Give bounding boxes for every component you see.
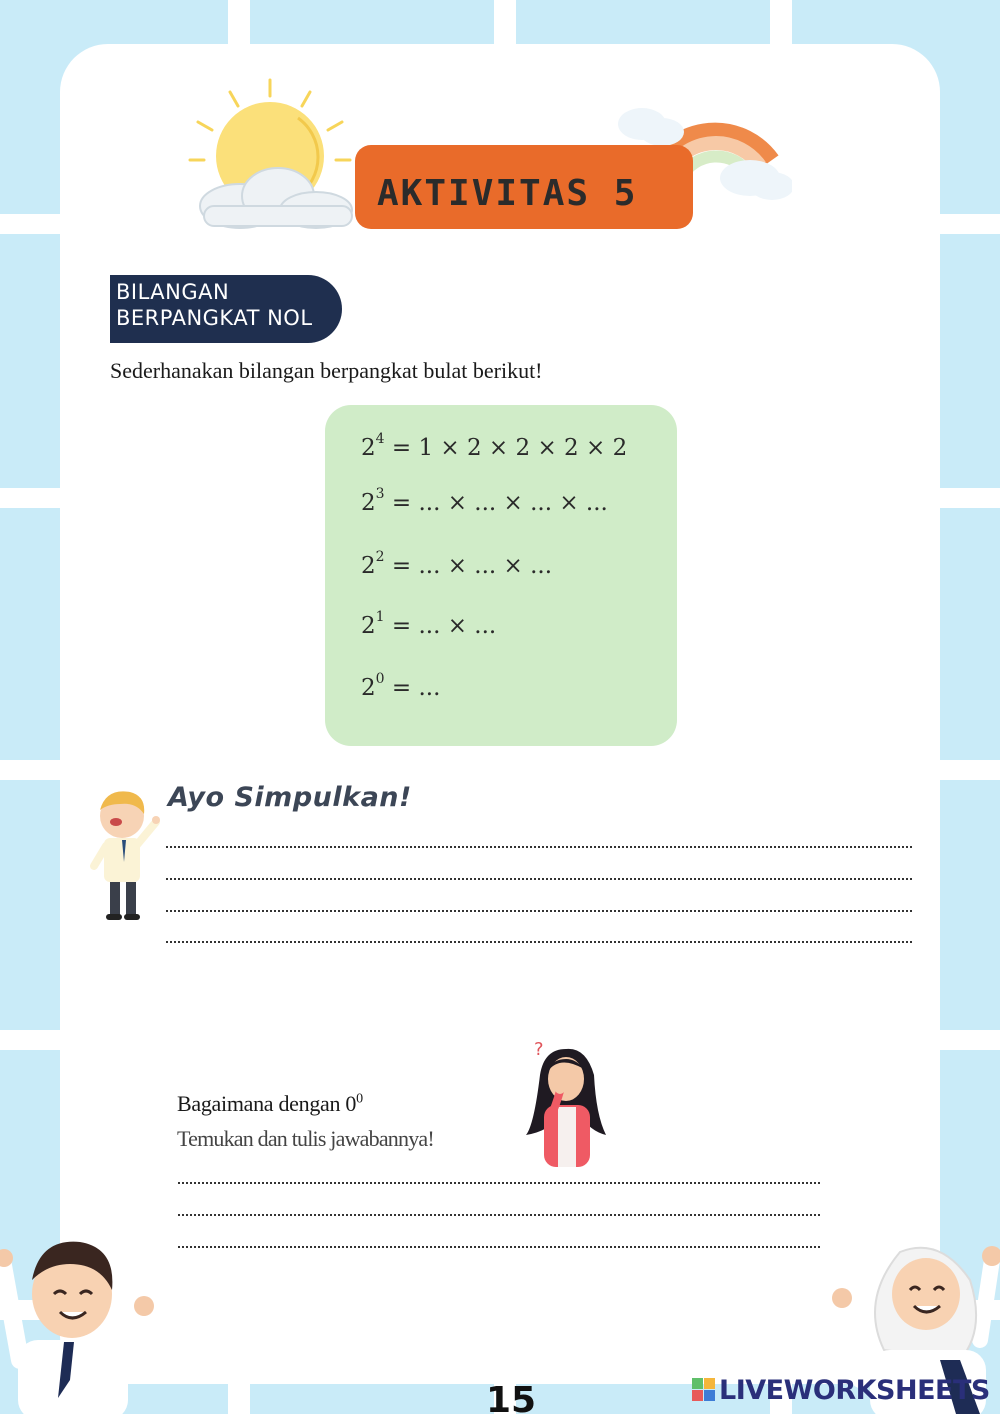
instruction-text: Sederhanakan bilangan berpangkat bulat berikut! bbox=[110, 358, 543, 383]
answer-line-3[interactable] bbox=[166, 910, 912, 912]
conclude-title: Ayo Simpulkan! bbox=[168, 782, 412, 813]
section-tag bbox=[110, 275, 342, 343]
sun-icon bbox=[188, 78, 358, 248]
thinking-girl-illustration bbox=[520, 1035, 610, 1170]
answer-line-4[interactable] bbox=[166, 941, 912, 943]
answer-line-1[interactable] bbox=[166, 846, 912, 848]
activity-title: AKTIVITAS 5 bbox=[377, 173, 638, 214]
svg-text:?: ? bbox=[534, 1039, 544, 1060]
answer-line-5[interactable] bbox=[178, 1182, 820, 1184]
exponent-box bbox=[325, 405, 677, 746]
brand-text: LIVEWORKSHEETS bbox=[719, 1374, 990, 1406]
brand-logo[interactable] bbox=[692, 1374, 990, 1406]
section-tag-line1: BILANGAN bbox=[116, 280, 230, 304]
cheering-boy-illustration bbox=[0, 1230, 160, 1414]
math-row: $2^0$ = ... bbox=[361, 671, 441, 701]
answer-line-7[interactable] bbox=[178, 1246, 820, 1248]
math-row: $2^4 = 1 \times 2 \times 2 \times 2 \times 2$ bbox=[361, 431, 628, 461]
answer-line-6[interactable] bbox=[178, 1214, 820, 1216]
math-row: $2^2$ = ... × ... × ... bbox=[361, 549, 553, 579]
question-title: Bagaimana dengan $0^0$ bbox=[177, 1091, 363, 1116]
question-subtitle: Temukan dan tulis jawabannya! bbox=[177, 1126, 434, 1151]
liveworksheets-icon bbox=[692, 1378, 716, 1402]
answer-line-2[interactable] bbox=[166, 878, 912, 880]
activity-banner bbox=[355, 145, 693, 229]
boy-pointing-illustration bbox=[86, 786, 162, 922]
math-row: $2^1$ = ... × ... bbox=[361, 609, 497, 639]
math-row: $2^3$ = ... × ... × ... × ... bbox=[361, 486, 608, 516]
section-tag-line2: BERPANGKAT NOL bbox=[116, 306, 313, 330]
page-number: 15 bbox=[486, 1380, 537, 1421]
